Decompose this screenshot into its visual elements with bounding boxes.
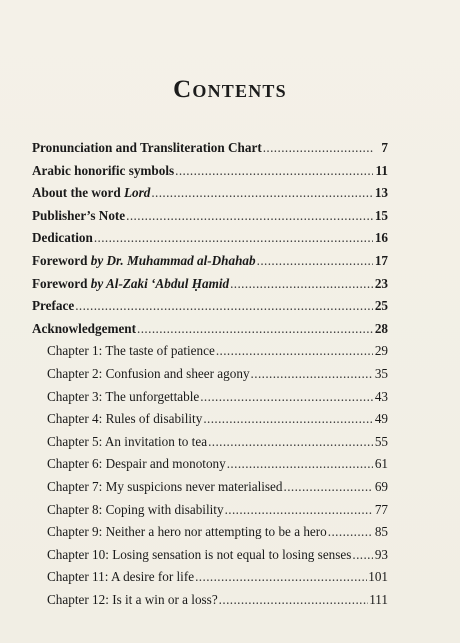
chapter-page-number: 111: [369, 591, 388, 607]
toc-entry-label-part: Publisher’s Note: [32, 207, 126, 223]
toc-entry: [32, 160, 388, 183]
toc-entry: [32, 250, 388, 273]
chapter-title: Chapter 9: Neither a hero nor attempting to be a hero: [47, 524, 327, 540]
dot-leader: [352, 544, 373, 567]
dot-leader: [230, 273, 373, 296]
dot-leader: [94, 227, 373, 250]
toc-page-number: 11: [375, 162, 388, 178]
dot-leader: [175, 160, 373, 183]
toc-entry-label-part: Arabic honorific symbols: [32, 162, 175, 178]
chapter-entry: [32, 499, 388, 522]
dot-leader: [203, 408, 373, 431]
chapter-page-number: 43: [374, 388, 388, 404]
toc-entry-label: [32, 250, 256, 273]
dot-leader: [251, 363, 373, 386]
dot-leader: [75, 295, 373, 318]
chapter-title: Chapter 12: Is it a win or a loss?: [47, 591, 218, 607]
chapter-title: Chapter 6: Despair and monotony: [47, 456, 226, 472]
dot-leader: [219, 589, 369, 612]
dot-leader: [227, 453, 373, 476]
chapter-title: Chapter 8: Coping with disability: [47, 501, 224, 517]
chapter-entry: [32, 431, 388, 454]
toc-entry-label: [32, 137, 262, 160]
chapter-entry: [32, 408, 388, 431]
toc-entry-label: [32, 273, 229, 296]
chapter-page-number: 101: [368, 569, 388, 585]
dot-leader: [263, 137, 373, 160]
dot-leader: [208, 431, 373, 454]
chapter-entry: [32, 544, 388, 567]
chapter-entry: [32, 363, 388, 386]
dot-leader: [151, 182, 373, 205]
toc-entry: [32, 182, 388, 205]
dot-leader: [328, 521, 373, 544]
toc-entry-label: [32, 227, 93, 250]
toc-entry: [32, 227, 388, 250]
chapter-page-number: 61: [374, 456, 388, 472]
toc-page-number: 7: [381, 140, 388, 155]
chapter-entry: [32, 476, 388, 499]
chapter-page-number: 85: [374, 524, 388, 540]
chapter-page-number: 69: [374, 478, 388, 494]
chapter-page-number: 49: [374, 411, 388, 427]
toc-page-number: 28: [374, 320, 388, 336]
chapter-title: Chapter 1: The taste of patience: [47, 343, 215, 359]
toc-entry-label-part: by Dr. Muhammad al-Dhahab: [90, 252, 256, 268]
chapter-page-number: 77: [374, 501, 388, 517]
toc-page-number: 23: [374, 275, 388, 291]
toc-entry-label: [32, 182, 150, 205]
chapter-page-number: 29: [374, 343, 388, 359]
chapter-page-number: 93: [374, 546, 388, 562]
chapter-title: Chapter 4: Rules of disability: [47, 411, 203, 427]
toc-entry-label-part: by Al-Zaki ‘Abdul Ḥamid: [90, 275, 230, 291]
toc-entry-label-part: Pronunciation and Transliteration Chart: [32, 140, 262, 155]
toc-page-number: 13: [374, 185, 388, 201]
toc-entry-label-part: Foreword: [32, 275, 91, 291]
chapter-list: [32, 340, 388, 611]
chapter-page-number: 35: [374, 365, 388, 381]
toc-entry-label-part: Lord: [123, 185, 151, 201]
toc-page-number: 17: [374, 252, 388, 268]
toc-entry-label-part: Dedication: [32, 230, 93, 246]
toc-entry-label-part: Foreword: [32, 252, 91, 268]
contents-heading: Contents: [173, 76, 287, 103]
chapter-entry: [32, 566, 388, 589]
dot-leader: [216, 340, 373, 363]
toc-entry: [32, 295, 388, 318]
chapter-entry: [32, 521, 388, 544]
toc-page-number: 15: [374, 207, 388, 223]
dot-leader: [126, 205, 373, 228]
toc-entry: [32, 205, 388, 228]
chapter-title: Chapter 5: An invitation to tea: [47, 433, 208, 449]
toc-entry-label-part: Acknowledgement: [32, 320, 137, 336]
chapter-entry: [32, 340, 388, 363]
toc-entry-label-part: About the word: [32, 185, 124, 201]
dot-leader: [200, 386, 373, 409]
chapter-entry: [32, 386, 388, 409]
dot-leader: [257, 250, 373, 273]
toc-page-number: 25: [374, 298, 388, 314]
toc-entry-label: [32, 318, 136, 341]
dot-leader: [284, 476, 374, 499]
table-of-contents: [32, 137, 388, 611]
chapter-title: Chapter 3: The unforgettable: [47, 388, 200, 404]
chapter-entry: [32, 589, 388, 612]
toc-entry: [32, 318, 388, 341]
chapter-title: Chapter 2: Confusion and sheer agony: [47, 365, 250, 381]
toc-entry: [32, 273, 388, 296]
chapter-title: Chapter 10: Losing sensation is not equal to losing senses: [47, 546, 352, 562]
toc-entry-label: [32, 205, 125, 228]
toc-entry-label-part: Preface: [32, 298, 75, 314]
dot-leader: [195, 566, 367, 589]
toc-entry: [32, 137, 388, 160]
chapter-title: Chapter 11: A desire for life: [47, 569, 195, 585]
toc-entry-label: [32, 295, 74, 318]
chapter-title: Chapter 7: My suspicions never materialised: [47, 478, 283, 494]
toc-page-number: 16: [374, 230, 388, 246]
dot-leader: [225, 499, 373, 522]
front-matter-list: [32, 137, 388, 340]
chapter-page-number: 55: [374, 433, 388, 449]
toc-entry-label: [32, 160, 174, 183]
dot-leader: [137, 318, 373, 341]
chapter-entry: [32, 453, 388, 476]
